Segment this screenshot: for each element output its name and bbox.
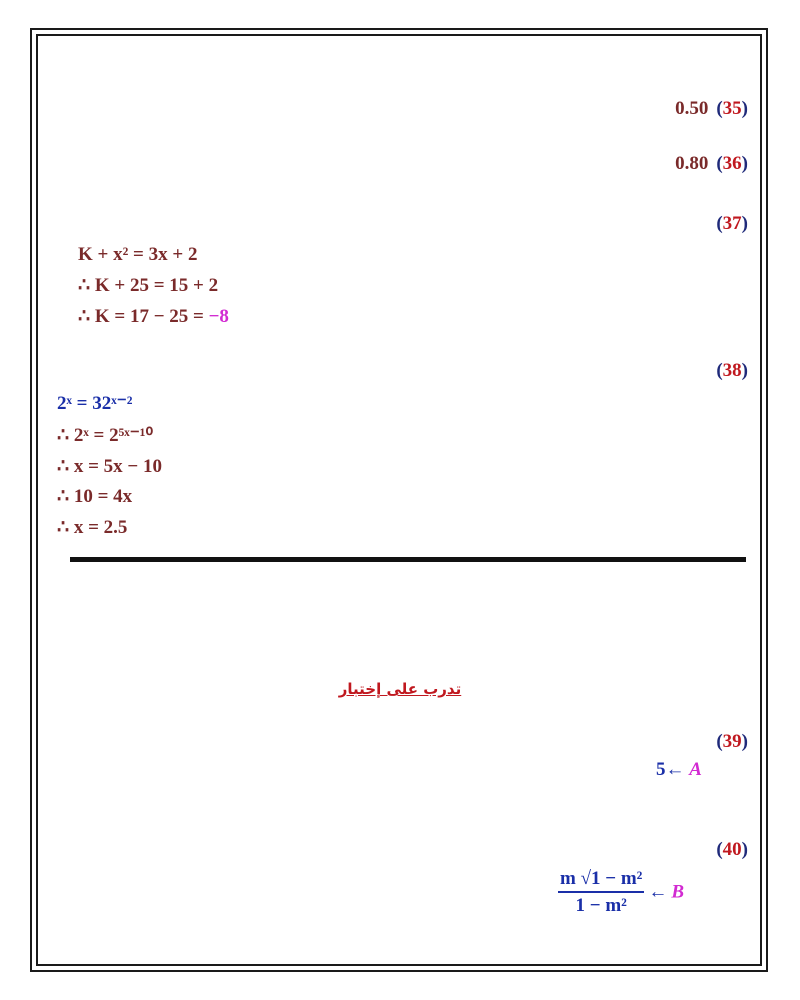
q39-answer bbox=[656, 759, 702, 781]
q40-answer bbox=[558, 868, 684, 917]
q37-line-2: ∴ K + 25 = 15 + 2 bbox=[78, 275, 219, 296]
question-38-label: (38) bbox=[716, 360, 748, 381]
question-number-35: 35 bbox=[722, 98, 742, 119]
arrow-left-icon: ← bbox=[665, 759, 685, 780]
question-40-label: (40) bbox=[716, 839, 748, 860]
question-37-label: (37) bbox=[716, 213, 748, 234]
answer-35: 0.50 (35) bbox=[675, 98, 748, 119]
question-number-37: 37 bbox=[722, 213, 742, 234]
answer-35-value: 0.50 bbox=[675, 98, 709, 119]
q40-numerator: m √1 − m² bbox=[558, 868, 644, 893]
question-number-40: 40 bbox=[722, 839, 742, 860]
q38-line-3: ∴ x = 5x − 10 bbox=[57, 456, 162, 477]
question-number-39: 39 bbox=[722, 731, 742, 752]
page-border-inner bbox=[36, 34, 762, 966]
section-title-text: تدرب على إختبار bbox=[338, 680, 462, 698]
answer-36-value: 0.80 bbox=[675, 153, 709, 174]
q38-line-1: 2ˣ = 32ˣ⁻² bbox=[57, 393, 133, 414]
q37-line-1: K + x² = 3x + 2 bbox=[78, 244, 198, 265]
question-number-36: 36 bbox=[722, 153, 742, 174]
q37-line-3-prefix: ∴ K = 17 − 25 = bbox=[78, 306, 209, 327]
q37-line-3 bbox=[78, 305, 229, 328]
q38-line-2: ∴ 2ˣ = 2⁵ˣ⁻¹⁰ bbox=[57, 425, 154, 446]
question-39-label: (39) bbox=[716, 731, 748, 752]
q38-line-5: ∴ x = 2.5 bbox=[57, 517, 128, 538]
q37-result: −8 bbox=[208, 306, 229, 327]
q39-choice: A bbox=[689, 759, 702, 780]
q39-value: 5 bbox=[656, 759, 666, 780]
arrow-left-icon: ← bbox=[648, 881, 668, 903]
question-number-38: 38 bbox=[722, 360, 742, 381]
q40-fraction bbox=[558, 868, 644, 917]
section-title bbox=[0, 680, 800, 698]
answer-36: 0.80 (36) bbox=[675, 153, 748, 174]
section-divider bbox=[70, 557, 746, 562]
q38-line-4: ∴ 10 = 4x bbox=[57, 486, 133, 507]
q40-denominator: 1 − m² bbox=[575, 895, 627, 916]
q40-choice: B bbox=[671, 881, 685, 903]
